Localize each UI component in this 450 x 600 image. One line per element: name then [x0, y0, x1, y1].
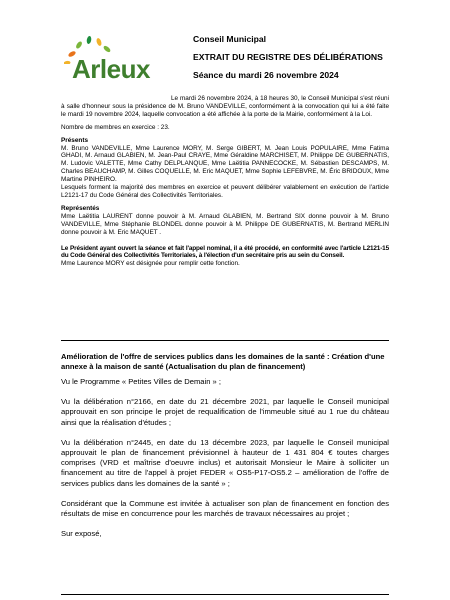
arleux-logo	[58, 34, 168, 94]
members-count: Nombre de membres en exercice : 23.	[61, 123, 170, 131]
representes-heading: Représentés	[61, 204, 100, 212]
presents-list: M. Bruno VANDEVILLE, Mme Laurence MORY, M. Serge GIBERT, M. Jean Louis POPULAIRE, Mme Fatima GHADI, M. Arnaud GLABIEN, M. Jean-Paul CRAYE, Mme Géraldine MARCHISET, M. Philippe DE GUBERNATIS, M. Ludovic VALETTE, Mme Cathy DELPLANQUE, Mme Laëtitia PANNECOCKE, M. Sébastien DESCAMPS, M. Charles BEAUCHAMP, M. Gilles COQUELLE, M. Eric MAQUET, Mme Sophie LEFEBVRE, M. Éric BRIDOUX, Mme Martine PINHEIRO.	[61, 144, 389, 184]
footer-rule	[61, 594, 389, 595]
deliberation-paragraph: Vu la délibération n°2445, en date du 13 décembre 2023, par laquelle le Conseil municipal approuvait le plan de financement prévisionnel à hauteur de 1 431 804 € toutes charges comprises (VRD et maîtrise d'oeuvre inclus) et autorisait Monsieur le Maire à solliciter un financement au titre de l'appel à projet FEDER « OS5-P17-OS5.2 – amélioration de l'offre de services publics dans les domaines de la santé » ;	[61, 437, 389, 488]
presents-heading: Présents	[61, 136, 88, 144]
deliberation-paragraph: Vu le Programme « Petites Villes de Demain » ;	[61, 377, 221, 386]
deliberation-paragraph: Sur exposé,	[61, 529, 102, 539]
representes-list: Mme Laëtitia LAURENT donne pouvoir à M. Arnaud GLABIEN, M. Bertrand SIX donne pouvoir à M. Bruno VANDEVILLE, Mme Stéphanie BLONDEL donne pouvoir à M. Philippe DE GUBERNATIS, M. Bertrand MERLIN donne pouvoir à M. Eric MAQUET .	[61, 212, 389, 236]
appel-nominal-text: Le Président ayant ouvert la séance et fait l'appel nominal, il a été procédé, en conformité avec l'article L2121-15 du Code Général des Collectivités Territoriales, à l'élection d'un secrétaire pris au sein du Conseil.	[61, 244, 389, 260]
deliberation-title: Amélioration de l'offre de services publics dans les domaines de la santé : Création d'une annexe à la maison de santé (Actualisation du plan de financement)	[61, 352, 385, 371]
council-title: Conseil Municipal	[193, 34, 267, 44]
deliberation-paragraph: Vu la délibération n°2166, en date du 21 décembre 2021, par laquelle le Conseil municipal approuvait en son principe le projet de requalification de l'immeuble situé au 1 rue du château ainsi que la réalisation d'études ;	[61, 397, 389, 427]
intro-paragraph: Le mardi 26 novembre 2024, à 18 heures 30, le Conseil Municipal s'est réuni à salle d'honneur sous la présidence de M. Bruno VANDEVILLE, conformément à la convocation qui lui a été faite le mardi 19 novembre 2024, laquelle convocation a été affichée à la porte de la Mairie, conformément à la Loi.	[61, 95, 389, 118]
document-header	[193, 34, 433, 88]
document-body	[61, 95, 389, 273]
secretaire-text: Mme Laurence MORY est désignée pour remplir cette fonction.	[61, 260, 240, 268]
register-title: EXTRAIT DU REGISTRE DES DÉLIBÉRATIONS	[193, 52, 383, 62]
session-date: Séance du mardi 26 novembre 2024	[193, 70, 339, 80]
logo-wordmark: Arleux	[72, 54, 150, 84]
section-divider	[61, 340, 389, 341]
quorum-text: Lesquels forment la majorité des membres en exercice et peuvent délibérer valablement en exécution de l'article L2121-17 du Code Général des Collectivités Territoriales.	[61, 184, 389, 199]
deliberation-section	[61, 346, 389, 549]
deliberation-paragraph: Considérant que la Commune est invitée à actualiser son plan de financement en fonction des résultats de mise en concurrence pour les marchés de travaux nécessaires au projet ;	[61, 498, 389, 519]
